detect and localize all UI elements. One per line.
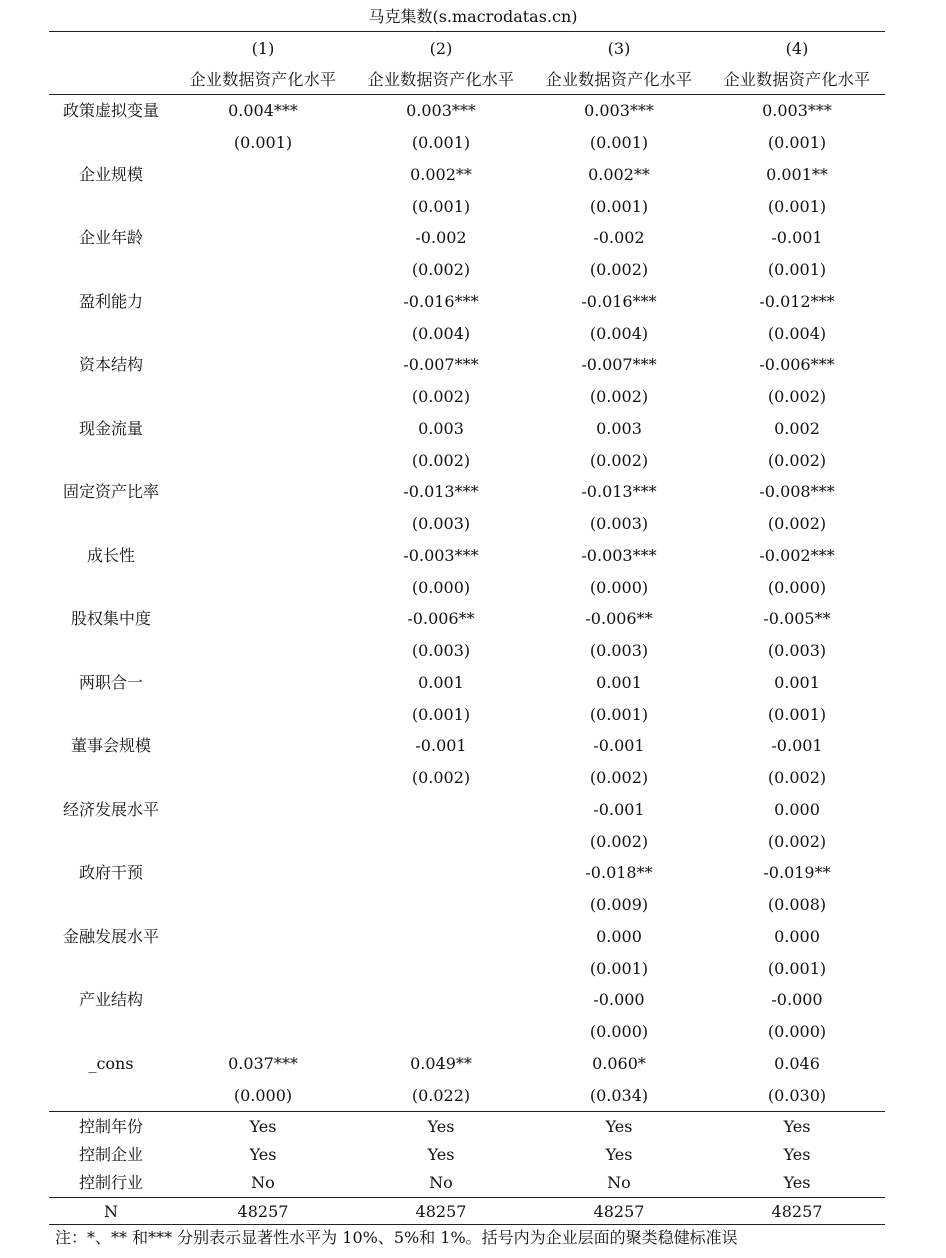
coefficient-cell: 0.046 [774, 1054, 820, 1073]
control-value: Yes [427, 1117, 455, 1136]
standard-error-cell: (0.002) [767, 514, 827, 533]
coefficient-cell [174, 989, 352, 1011]
standard-error-cell: (0.003) [767, 641, 827, 660]
control-value: No [251, 1173, 275, 1192]
coefficient-cell: -0.008*** [759, 482, 835, 501]
row-label: 董事会规模 [70, 736, 151, 755]
standard-error-cell [174, 831, 352, 853]
row-label: 政府干预 [78, 863, 143, 882]
standard-error-cell [174, 958, 352, 980]
coefficient-cell: -0.001 [593, 736, 645, 755]
standard-error-cell [174, 767, 352, 789]
standard-error-cell [352, 894, 530, 916]
coefficient-cell: 0.000 [596, 927, 642, 946]
coefficient-cell: -0.007*** [581, 355, 657, 374]
control-value: Yes [783, 1145, 811, 1164]
coefficient-cell [174, 418, 352, 440]
coefficient-cell: -0.002 [415, 228, 467, 247]
coefficient-cell [174, 608, 352, 630]
standard-error-cell: (0.008) [767, 895, 827, 914]
coefficient-cell: 0.002** [588, 165, 650, 184]
coefficient-cell [352, 926, 530, 948]
coefficient-cell: -0.001 [771, 736, 823, 755]
n-value: 48257 [415, 1202, 467, 1221]
standard-error-cell: (0.004) [589, 324, 649, 343]
row-label: 经济发展水平 [62, 800, 159, 819]
table-note: 注：*、** 和*** 分别表示显著性水平为 10%、5%和 1%。括号内为企业层面的聚类稳健标准误 [55, 1228, 738, 1247]
standard-error-cell: (0.001) [411, 197, 471, 216]
coefficient-cell [174, 354, 352, 376]
column-number: (1) [251, 39, 275, 58]
column-title: 企业数据资产化水平 [367, 70, 515, 89]
coefficient-cell: -0.007*** [403, 355, 479, 374]
standard-error-cell: (0.002) [411, 387, 471, 406]
control-value: Yes [783, 1173, 811, 1192]
top-rule [49, 31, 885, 32]
standard-error-cell: (0.003) [411, 514, 471, 533]
n-value: 48257 [771, 1202, 823, 1221]
row-label: 盈利能力 [78, 292, 143, 311]
standard-error-cell: (0.001) [767, 197, 827, 216]
control-value: Yes [605, 1145, 633, 1164]
standard-error-cell: (0.002) [411, 451, 471, 470]
row-label: 股权集中度 [70, 609, 151, 628]
coefficient-cell [174, 481, 352, 503]
coefficient-cell: 0.002 [774, 419, 820, 438]
coefficient-cell: -0.018** [585, 863, 653, 882]
standard-error-cell: (0.000) [589, 1022, 649, 1041]
n-value: 48257 [237, 1202, 289, 1221]
coefficient-cell: 0.004*** [228, 101, 298, 120]
coefficient-cell: -0.002 [593, 228, 645, 247]
coefficient-cell: -0.002*** [759, 546, 835, 565]
standard-error-cell [174, 513, 352, 535]
standard-error-cell: (0.001) [411, 705, 471, 724]
coefficient-cell: 0.000 [774, 927, 820, 946]
coefficient-cell [174, 545, 352, 567]
coefficient-cell: 0.003*** [584, 101, 654, 120]
standard-error-cell: (0.002) [767, 387, 827, 406]
coefficient-cell: 0.003*** [762, 101, 832, 120]
standard-error-cell [174, 1021, 352, 1043]
standard-error-cell: (0.004) [411, 324, 471, 343]
coefficient-cell: -0.000 [593, 990, 645, 1009]
coefficient-cell: -0.005** [763, 609, 831, 628]
standard-error-cell [174, 450, 352, 472]
standard-error-cell: (0.002) [767, 768, 827, 787]
controls-bottom-rule [49, 1197, 885, 1198]
row-label: 控制企业 [78, 1145, 143, 1164]
coefficient-cell: 0.001** [766, 165, 828, 184]
coefficient-cell: -0.016*** [403, 292, 479, 311]
row-label: _cons [88, 1054, 134, 1073]
standard-error-cell: (0.000) [411, 578, 471, 597]
control-value: No [607, 1173, 631, 1192]
coefficient-cell: 0.049** [410, 1054, 472, 1073]
column-title: 企业数据资产化水平 [723, 70, 871, 89]
standard-error-cell: (0.000) [767, 578, 827, 597]
coefficient-cell: 0.003 [596, 419, 642, 438]
standard-error-cell: (0.002) [589, 387, 649, 406]
standard-error-cell: (0.001) [411, 133, 471, 152]
header-rule [49, 94, 885, 95]
coefficient-cell: -0.001 [415, 736, 467, 755]
column-title: 企业数据资产化水平 [189, 70, 337, 89]
column-number: (3) [607, 39, 631, 58]
standard-error-cell: (0.001) [589, 133, 649, 152]
control-value: Yes [605, 1117, 633, 1136]
coefficient-cell: -0.001 [593, 800, 645, 819]
row-label: N [104, 1202, 118, 1221]
standard-error-cell [174, 640, 352, 662]
coefficient-cell: 0.001 [774, 673, 820, 692]
row-label: 产业结构 [78, 990, 143, 1009]
control-value: Yes [427, 1145, 455, 1164]
coefficient-cell [174, 164, 352, 186]
coefficient-cell: -0.019** [763, 863, 831, 882]
standard-error-cell: (0.003) [411, 641, 471, 660]
standard-error-cell: (0.003) [589, 641, 649, 660]
coefficient-cell [174, 926, 352, 948]
control-value: Yes [249, 1117, 277, 1136]
coefficient-cell: -0.006** [407, 609, 475, 628]
standard-error-cell: (0.002) [767, 832, 827, 851]
row-label: 成长性 [86, 546, 135, 565]
standard-error-cell [174, 196, 352, 218]
row-label: 资本结构 [78, 355, 143, 374]
standard-error-cell [174, 577, 352, 599]
row-label: 企业规模 [78, 165, 143, 184]
standard-error-cell: (0.009) [589, 895, 649, 914]
standard-error-cell [174, 704, 352, 726]
row-label: 两职合一 [78, 673, 143, 692]
standard-error-cell: (0.001) [589, 705, 649, 724]
control-value: Yes [783, 1117, 811, 1136]
row-label: 控制行业 [78, 1173, 143, 1192]
standard-error-cell: (0.003) [589, 514, 649, 533]
standard-error-cell [174, 894, 352, 916]
standard-error-cell: (0.001) [589, 197, 649, 216]
standard-error-cell: (0.001) [767, 260, 827, 279]
coefficient-cell [174, 862, 352, 884]
standard-error-cell: (0.002) [767, 451, 827, 470]
n-value: 48257 [593, 1202, 645, 1221]
standard-error-cell: (0.002) [589, 768, 649, 787]
standard-error-cell: (0.002) [589, 260, 649, 279]
standard-error-cell: (0.000) [767, 1022, 827, 1041]
standard-error-cell: (0.001) [767, 959, 827, 978]
row-label: 政策虚拟变量 [62, 101, 159, 120]
row-label: 控制年份 [78, 1117, 143, 1136]
coefficient-cell: 0.001 [596, 673, 642, 692]
coefficient-cell [174, 799, 352, 821]
coefficient-cell: -0.006*** [759, 355, 835, 374]
standard-error-cell: (0.002) [589, 451, 649, 470]
row-label: 企业年龄 [78, 228, 143, 247]
coefficient-cell: 0.000 [774, 800, 820, 819]
standard-error-cell: (0.000) [589, 578, 649, 597]
standard-error-cell: (0.001) [233, 133, 293, 152]
standard-error-cell: (0.001) [767, 133, 827, 152]
coefficient-cell: 0.003*** [406, 101, 476, 120]
standard-error-cell: (0.004) [767, 324, 827, 343]
coefficient-cell: -0.013*** [403, 482, 479, 501]
coefficient-cell: 0.003 [418, 419, 464, 438]
standard-error-cell [352, 1021, 530, 1043]
coefficient-cell: -0.000 [771, 990, 823, 1009]
standard-error-cell [352, 958, 530, 980]
coefficient-cell: -0.012*** [759, 292, 835, 311]
coefficient-cell [174, 735, 352, 757]
coefficient-cell: -0.013*** [581, 482, 657, 501]
coefficient-cell [174, 291, 352, 313]
standard-error-cell: (0.022) [411, 1086, 471, 1105]
standard-error-cell [174, 259, 352, 281]
control-value: No [429, 1173, 453, 1192]
coefficient-cell [174, 672, 352, 694]
coefficient-cell: -0.006** [585, 609, 653, 628]
coefficient-cell: -0.003*** [581, 546, 657, 565]
standard-error-cell [352, 831, 530, 853]
column-number: (2) [429, 39, 453, 58]
body-bottom-rule [49, 1111, 885, 1112]
control-value: Yes [249, 1145, 277, 1164]
standard-error-cell: (0.002) [589, 832, 649, 851]
standard-error-cell: (0.034) [589, 1086, 649, 1105]
standard-error-cell: (0.000) [233, 1086, 293, 1105]
coefficient-cell: 0.002** [410, 165, 472, 184]
coefficient-cell: 0.060* [592, 1054, 646, 1073]
standard-error-cell: (0.001) [767, 705, 827, 724]
column-number: (4) [785, 39, 809, 58]
standard-error-cell: (0.002) [411, 768, 471, 787]
coefficient-cell: 0.001 [418, 673, 464, 692]
row-label: 固定资产比率 [62, 482, 159, 501]
coefficient-cell: -0.001 [771, 228, 823, 247]
coefficient-cell [352, 799, 530, 821]
coefficient-cell: -0.016*** [581, 292, 657, 311]
standard-error-cell [174, 323, 352, 345]
coefficient-cell [352, 989, 530, 1011]
row-label: 现金流量 [78, 419, 143, 438]
row-label: 金融发展水平 [62, 927, 159, 946]
standard-error-cell: (0.002) [411, 260, 471, 279]
bottom-rule [49, 1224, 885, 1225]
coefficient-cell: 0.037*** [228, 1054, 298, 1073]
standard-error-cell: (0.030) [767, 1086, 827, 1105]
coefficient-cell: -0.003*** [403, 546, 479, 565]
coefficient-cell [352, 862, 530, 884]
standard-error-cell: (0.001) [589, 959, 649, 978]
coefficient-cell [174, 227, 352, 249]
table-caption: 马克集数(s.macrodatas.cn) [368, 7, 578, 26]
standard-error-cell [174, 386, 352, 408]
column-title: 企业数据资产化水平 [545, 70, 693, 89]
